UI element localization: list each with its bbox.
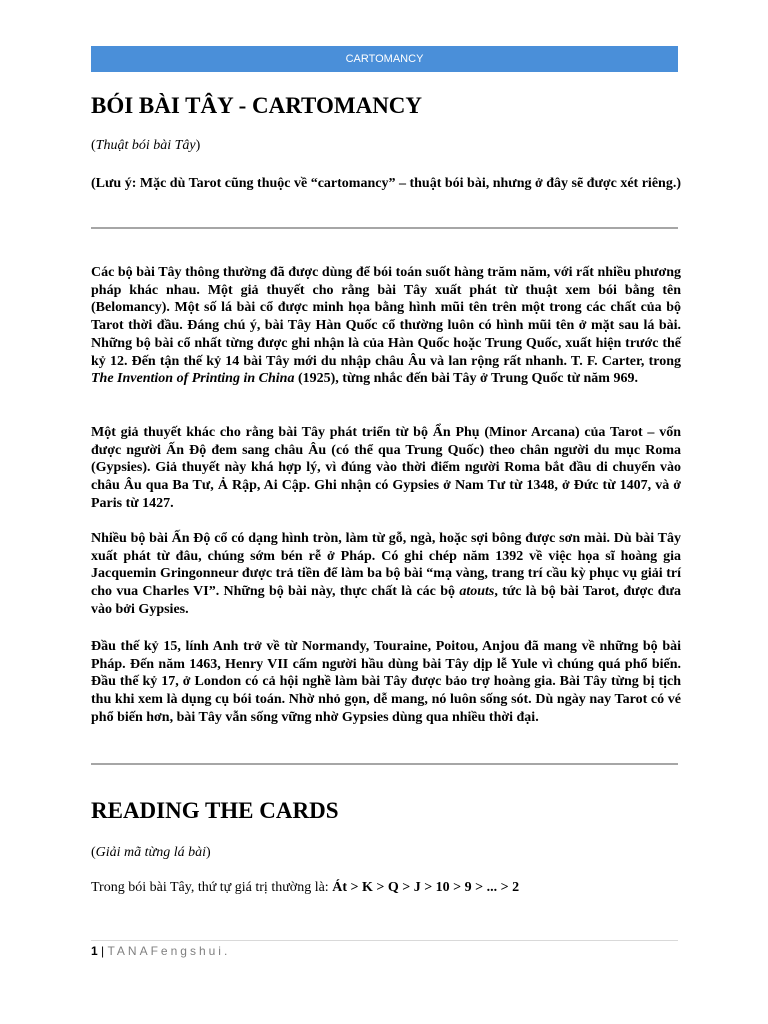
divider (91, 227, 678, 229)
atouts-term: atouts (459, 584, 495, 600)
section-subtitle (91, 138, 200, 154)
card-order-prefix: Trong bói bài Tây, thứ tự giá trị thường là: (91, 880, 333, 895)
subtitle-italic-2: Giải mã từng lá bài (95, 845, 206, 860)
tarot-note: (Lưu ý: Mặc dù Tarot cũng thuộc về “cartomancy” – thuật bói bài, nhưng ở đây sẽ được xét riêng.) (91, 176, 681, 191)
paragraph-1-text-b: (1925), từng nhắc đến bài Tây ở Trung Quốc từ năm 969. (294, 371, 638, 387)
book-title: The Invention of Printing in China (91, 371, 295, 387)
footer-separator: | (97, 944, 108, 958)
paragraph-3-text-b: , tức là bộ bài Tarot, được đưa vào bởi Gypsies. (91, 584, 681, 617)
divider (91, 763, 678, 765)
paragraph-3-text-a: Nhiều bộ bài Ấn Độ cổ có dạng hình tròn, làm từ gỗ, ngà, hoặc sợi bông được sơn mài. Dù bài Tây xuất phát từ đâu, chúng sớm bén rễ ở Pháp. Có ghi chép năm 1392 về việc họa sĩ hoàng gia Jacquemin Gringonneur được trả tiền để làm ba bộ bài “mạ vàng, trang trí cầu kỳ phục vụ giải trí cho vua Charles VI”. Những bộ bài này, thực chất là các bộ (91, 531, 681, 600)
card-order-line (91, 880, 519, 896)
subtitle-italic: Thuật bói bài Tây (95, 138, 196, 153)
footer-divider (91, 940, 678, 941)
paragraph-3 (91, 530, 681, 619)
header-bar (91, 46, 678, 72)
section-title-reading: READING THE CARDS (91, 798, 339, 823)
footer-brand: TANAFengshui. (107, 944, 231, 958)
paren-close: ) (195, 138, 201, 153)
paren-close: ) (205, 845, 211, 860)
paragraph-2: Một giả thuyết khác cho rằng bài Tây phát triển từ bộ Ẩn Phụ (Minor Arcana) của Tarot – vốn được người Ấn Độ đem sang châu Âu (có thể qua Trung Quốc) theo chân người du mục Roma (Gypsies). Giả thuyết này khá hợp lý, vì đúng vào thời điểm người Roma bắt đầu di chuyển vào châu Âu qua Ba Tư, Ả Rập, Ai Cập. Ghi nhận có Gypsies ở Nam Tư từ 1348, ở Đức từ 1407, và ở Paris từ 1427. (91, 425, 681, 511)
page-number: 1 (91, 944, 98, 958)
paragraph-1 (91, 264, 681, 388)
paragraph-4: Đầu thế kỷ 15, lính Anh trở về từ Normandy, Touraine, Poitou, Anjou đã mang về những bộ bài Pháp. Đến năm 1463, Henry VII cấm người hầu dùng bài Tây dịp lễ Yule vì chúng quá phổ biến. Đầu thế kỷ 17, ở London có cả hội nghề làm bài Tây được bảo trợ hoàng gia. Bài Tây từng bị tịch thu khi xem là dụng cụ bói toán. Nhờ nhỏ gọn, dễ mang, nó luôn sống sót. Dù ngày nay Tarot có vé phổ biến hơn, bài Tây vẫn sống vững nhờ Gypsies dùng qua nhiều thời đại. (91, 639, 681, 725)
paren-open: ( (91, 845, 96, 860)
section-title-cartomancy: BÓI BÀI TÂY - CARTOMANCY (91, 93, 423, 118)
header-bar-title: CARTOMANCY (345, 53, 424, 65)
paragraph-1-text-a: Các bộ bài Tây thông thường đã được dùng để bói toán suốt hàng trăm năm, với rất nhiều phương pháp khác nhau. Một giả thuyết cho rằng bài Tây xuất phát từ thuật xem bói bằng tên (Belomancy). Một số lá bài cổ được minh họa bằng hình mũi tên trên một trong các chất của bộ Tarot thời đầu. Đáng chú ý, bài Tây Hàn Quốc cổ thường luôn có hình mũi tên ở mặt sau lá bài. Những bộ bài cổ nhất từng được ghi nhận là của Hàn Quốc hoặc Trung Quốc, xuất hiện trước thế kỷ 12. Đến tận thế kỷ 14 bài Tây mới du nhập châu Âu và lan rộng rất nhanh. T. F. Carter, trong (91, 265, 681, 369)
paren-open: ( (91, 138, 96, 153)
page-footer (91, 944, 230, 958)
section-subtitle-2 (91, 845, 211, 861)
card-order-value: Át > K > Q > J > 10 > 9 > ... > 2 (332, 880, 520, 895)
